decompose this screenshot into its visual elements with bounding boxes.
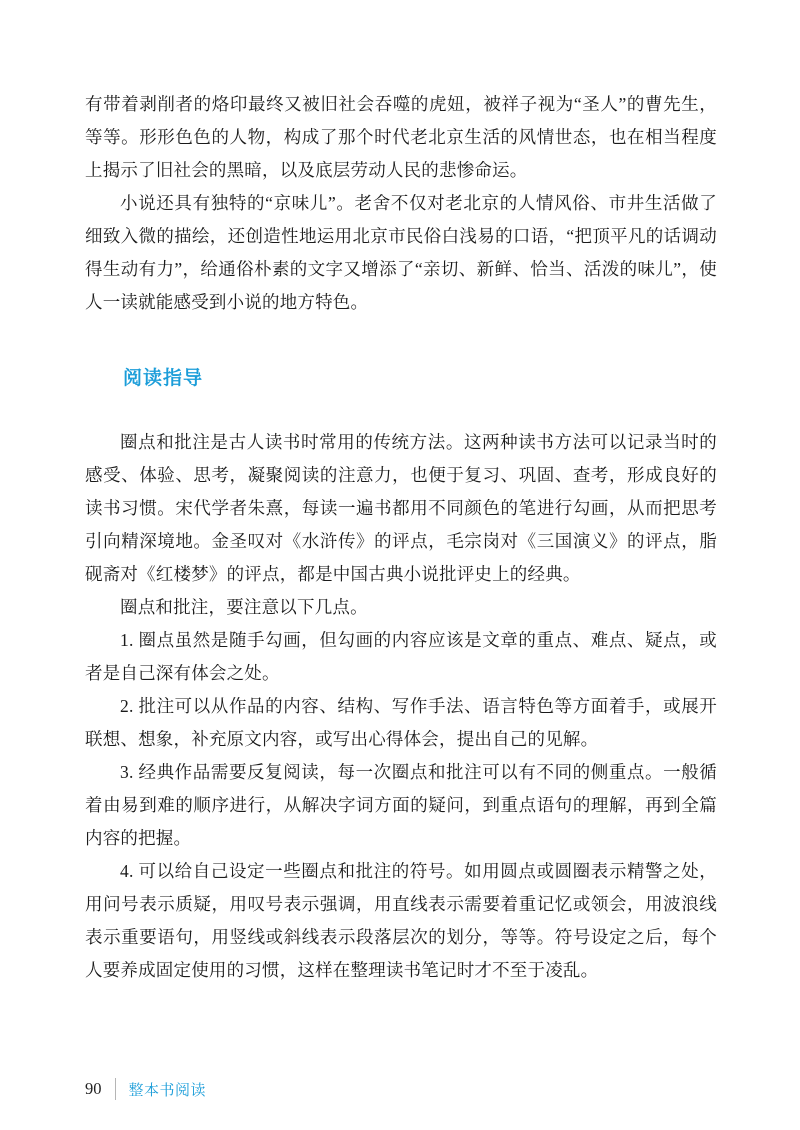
body-paragraph: 小说还具有独特的“京味儿”。老舍不仅对老北京的人情风俗、市井生活做了细致入微的描绘，还创造性地运用北京市民俗白浅易的口语，“把顶平凡的话调动得生动有力”，给通俗朴素的文字又增添了“亲切、新鲜、恰当、活泼的味儿”，使人一读就能感受到小说的地方特色。 [85,193,717,312]
numbered-point-3: 3. 经典作品需要反复阅读，每一次圈点和批注可以有不同的侧重点。一般循着由易到难的顺序进行，从解决字词方面的疑问，到重点语句的理解，再到全篇内容的把握。 [85,762,717,848]
page-number: 90 [85,1079,102,1098]
page-content [85,88,717,987]
body-paragraph: 圈点和批注是古人读书时常用的传统方法。这两种读书方法可以记录当时的感受、体验、思考，凝聚阅读的注意力，也便于复习、巩固、查考，形成良好的读书习惯。宋代学者朱熹，每读一遍书都用不同颜色的笔进行勾画，从而把思考引向精深境地。金圣叹对《水浒传》的评点，毛宗岗对《三国演义》的评点，脂砚斋对《红楼梦》的评点，都是中国古典小说批评史上的经典。 [85,432,717,584]
body-paragraph: 圈点和批注，要注意以下几点。 [120,597,368,617]
numbered-point-1: 1. 圈点虽然是随手勾画，但勾画的内容应该是文章的重点、难点、疑点，或者是自己深有体会之处。 [85,630,717,683]
footer-section-label: 整本书阅读 [128,1081,207,1099]
footer-divider [115,1078,116,1100]
numbered-point-4: 4. 可以给自己设定一些圈点和批注的符号。如用圆点或圆圈表示精警之处，用问号表示质疑，用叹号表示强调，用直线表示需要着重记忆或领会，用波浪线表示重要语句，用竖线或斜线表示段落层次的划分，等等。符号设定之后，每个人要养成固定使用的习惯，这样在整理读书笔记时才不至于凌乱。 [85,861,717,980]
numbered-point-2: 2. 批注可以从作品的内容、结构、写作手法、语言特色等方面着手，或展开联想、想象，补充原文内容，或写出心得体会，提出自己的见解。 [85,696,717,749]
page-footer [85,1078,206,1100]
body-paragraph: 有带着剥削者的烙印最终又被旧社会吞噬的虎妞，被祥子视为“圣人”的曹先生，等等。形形色色的人物，构成了那个时代老北京生活的风情世态，也在相当程度上揭示了旧社会的黑暗，以及底层劳动人民的悲惨命运。 [85,94,717,180]
section-heading: 阅读指导 [123,368,204,389]
